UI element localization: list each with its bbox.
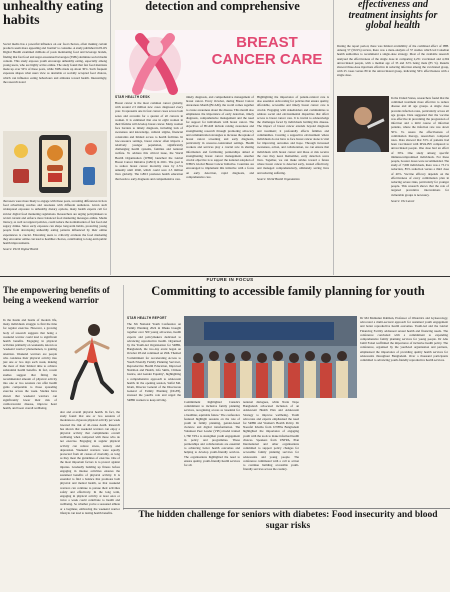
bottom-headline-col [127, 510, 449, 533]
weekend-warrior-runner-illustration [58, 318, 122, 408]
breast-cancer-col2 [186, 95, 254, 275]
eating-headline: unhealthy eating habits [3, 0, 103, 28]
empowering-text-col1: In the hustle and bustle of modern life, many individuals struggle to find the time for regular exercise. However, a growing body of research suggests that being a weekend warrior could lead to significant health benefits. Engaging in physical activities primarily on weekends, known as 'weekend warrior' phenomenon, is gaining attention. Weekend warriors are people who condense their physical activity into just one or two days each week, making the most of their limited time to achieve substantial health benefits. In fact, recent studies suggest that fitting the recommended amount of physical activity into one or two sessions can offer health gains comparable to those spreading exercise across the week. Studies have shown that weekend warriors can significantly lower their risk of cardiovascular disease, improve heart health, and boost overall wellbeing. [3, 318, 57, 411]
breast-cancer-graphic [115, 30, 330, 93]
social-media-food-illustration [3, 131, 107, 197]
ihh-text-col2: In the United States, researchers found that the combined treatment more effective to reduce disease and all age groups. A single dose prevents infection rates, particularly across all age groups. Data suggested that the vaccine was effective in preventing the progression of infection and a mild course of infection patients, where the infection rate was down 50%. To assess the effectiveness of combination therapy, researchers compared rates. Data showed that 33% of patients had been vaccinated with MVA-BN compared to unvaccinated people. One dose had an effect of 39%. One study among specific immunocompromised individuals. For these people, booster doses were recommended. The study of 7,000 individuals, there was a 73.1% reduction, 85% reduction versus a third dose of 40%. Vaccine efficacy depends on the effectiveness of every combination plan in reducing severe risks, particularly for younger people. This research shows that the role of targeted preventive interventions for vulnerable groups is necessary. [391, 96, 449, 197]
empowering-text-col2: ular and overall physical health. In fact, the study found that one or two sessions of moderate-to-vigorous physical activity per week lowered the risk of all-cause death. Research has shown that weekend warriors can enjoy a physical activity that compliments overall wellbeing when compared with those who do not exercise. Engaging in regular physical activity can reduce stress, anxiety and depression. Weekend warriors were equally protected from all causes of mortality, as long as they meet the guidelines of exercise. One of the most important factors is to protect against injuries. Gradually building up fitness before engaging in intense activities ensures the sustained benefits of physical activity. It is essential to find a balance that promotes both physical and mental health, so that weekend warriors can continue to pursue their activities safely and effectively. In the long term, engaging in physical activity at least once or twice a week could contribute to health and wellbeing. So whether you're a seasoned athlete or a beginner, embracing the weekend warrior lifestyle can lead to lasting health benefits. [60, 410, 120, 515]
eating-source: Source: PLOS Digital Health [3, 247, 39, 252]
eating-body-bottom [3, 199, 107, 274]
diabetes-seniors-headline: The hidden challenge for seniors with diabetes: Food insecurity and blood sugar risks [138, 510, 438, 531]
breast-cancer-headline: detection and comprehensive [145, 0, 300, 13]
future-in-focus-label: FUTURE IN FOCUS [206, 277, 254, 282]
breast-cancer-text-col2: timely diagnosis, and comprehensive management of breast cancer. Every October, during Breast Cancer Awareness Month (BCAM), the world comes together to create awareness about the disease. This month also emphasizes the importance of early detection, timely diagnosis, comprehensive management and the need for support for individuals with breast cancer. The objectives of BCAM include raising awareness and strengthening research through promoting advocacy and communication strategies to increase the uptake of breast cancer screening and early diagnosis, particularly in resource-constrained settings. Health workers and services play a crucial role in sharing information and facilitating partnerships aimed at strengthening breast cancer management. Another crucial objective is to support the national adoption of WHO's Global Breast Cancer Initiative. Countries are encouraged to implement this initiative with a focus on early detection, rapid diagnosis, and comprehensive care. [186, 95, 254, 179]
committing-col4 [360, 316, 448, 508]
committing-headline: Committing to accessible family planning for youth [151, 284, 425, 298]
committing-text-col3: national dialogues, while Naria Nepo Bangladesh advocated inclusion of an Adolescent Health Plan and Adolescent Strategy to improve wellbeing. Youth advocates and experts emphasised the need for SRHR and Women's Health Policy. Dr Naoufal Kbaiba from UNFPA Bangladesh highlighted the importance of engaging youth with the tools to make informed health choices. Speakers from UNFPA, Plan International and other organisations committed to support policy changes for accessible family planning services for adolescents and young people. The conference culminated with a call to action to continue building accessible youth-friendly services across the country. [243, 400, 299, 472]
committing-col1 [127, 316, 181, 508]
committing-text-col1: The 5th National Youth Conference on Family Planning 2024 in Dhaka brought together over 500 young advocates, health experts and policymakers dedicated to advancing reproductive health. Organised by the Youth-led Organisation for SRHR, Bangladesh, the two-day event began on October 28 and continued on 29th. Themed 'Commitment for Accelerating Access to Youth Friendly Family Planning Services', Reproductive Health Education, Improved Nutrition and Health, Life Skills, Climate Justice, and Gender Equality', highlighting a comprehensive approach to adolescent health. In the opening session, Saiful Md. Islam, Director General of the Directorate General of Family Planning (DGFP), stressed the youth's role and urged the SRHR workers to keep striving. [127, 322, 181, 402]
eating-text-bottom: that users were more likely to engage with these posts, revealing differences in how food advertising reaches and resonates with different audiences. Given such widespread exposure to unhealthy dietary options, many health experts call for stricter digital food marketing regulations. Researchers are urging policymakers to revisit current and enforce more balanced food marketing messages online. Media literacy, as well as targeted policies, could reduce the normalisation of fast food and sugary drinks. Since early exposure can shape long-term habits, protecting young people from developing unhealthy eating patterns influenced by their online experiences is crucial. Educating users to critically evaluate the food marketing they encounter online can lead to healthier choices, contributing to long-term public health improvements. [3, 199, 107, 246]
committing-col2 [184, 400, 240, 508]
breast-cancer-title-graphic: BREAST CANCER CARE [211, 34, 323, 68]
committing-byline: STAR HEALTH REPORT [127, 316, 167, 320]
empowering-headline: The empowering benefits of being a weekend warrior [3, 285, 110, 305]
breast-cancer-col3 [257, 95, 329, 275]
committing-headline-col [127, 285, 449, 313]
empowering-col1 [3, 318, 57, 508]
ihh-headline: effectiveness and treatment insights for global health [348, 0, 438, 31]
committing-col3 [243, 400, 299, 592]
breast-cancer-text-col1: Breast cancer is the most common cancer globally, with around 2.3 million new cases diagnosed every year. It represents one in four cancer cases across both sexes and accounts for a quarter of all cancers in women. It is estimated that one in eight women in their lifetime will develop breast cancer. Many women face barriers to timely diagnosis, including lack of awareness and knowledge, cultural stigma, financial constraints and limited access to health facilities. In low-resource settings, breast cancer often impacts a relatively younger population, significantly challenging health systems, families and national welfare. To address this critical issue, the World Health Organization (WHO) launched the Global Breast Cancer Initiative (GBCI) in 2021. The goal is to reduce breast cancer mortality rates by 2.5% annually until 2040, which could save 2.5 million lives globally. The GBCI promotes health education that leads to early diagnosis and comprehensive care. [115, 101, 183, 181]
committing-text-col2: Commitment highlighted Canada's commitment to inclusive family planning services, recognising access as 'essential for a healthier, equitable future.' The conference featured highlight sessions on the role of youth in family planning, gender-based violence and digital transformation. The Volunteer Peer Leader (VPL) model trained 1,760 VPLs to strengthen youth engagement in policy and programmes. These partnerships and collaborations are essential to achieving better health outcomes and helping to develop youth-friendly services. The organisations highlighted the need to ensure quality, youth-friendly health services for all. [184, 400, 240, 468]
conference-photo [184, 316, 357, 398]
empowering-col2 [60, 410, 120, 515]
ihh-headline-col [337, 0, 449, 42]
ihh-source: Source: The Lancet [391, 198, 415, 203]
ihh-col2 [391, 96, 449, 274]
ihh-col1 [337, 44, 449, 96]
ihh-text-col1: During the report period, there was limited availability of the combined effect of IHH. Among 57 (56.9%) review, there was a meta-analysis of 57 studies which led Canadian health authorities to recommend a single-dose strategy. Most of the available research analysed the effectiveness of the single dose in comparing 2,251 vaccinated and 4,304 unvaccinated people, with a median age of 33 and 32% being male (85 %). Results showed three-dose injections effective in reducing infection among the vaccinated group, with 25 cases versus 89 in the unvaccinated group, indicating 56% effectiveness with a single dose. [337, 44, 449, 78]
ihh-photo [337, 96, 389, 152]
breast-cancer-text-col3: Highlighting the importance of patient-centred care is also essential. Advocating for policies that ensure quality, affordable, accessible and timely breast cancer care is crucial. Engaging with stakeholders and communities to address social and environmental disparities that affect access to breast cancer care. It is crucial to acknowledge the challenges faced by individuals battling this disease. The impact of breast cancer extends beyond diagnosis and treatment; it profoundly affects families and communities. Creating a supportive environment where individuals do not have to face breast cancer alone is vital for improving outcomes and hope. Through increased awareness, action, and collaboration, we can ensure that individuals with breast cancer and those at risk receive the care they need. Remember, early detection saves lives. Together, we can make strides toward a future where breast cancer is detected early, treated effectively, and managed comprehensively, ultimately saving lives and reducing suffering. [257, 95, 329, 175]
breast-cancer-byline: STAR HEALTH DESK [115, 95, 150, 99]
breast-cancer-source: Source: World Health Organization [257, 176, 300, 181]
breast-cancer-col1 [115, 95, 183, 275]
committing-text-col4: Dr Md Mamunur Rahman, Professor of Obstetrics and Gynaecology, advocated a multi-sectoral approach for sustained youth engagement and better reproductive health outcomes. Youth-led and the Global Financing Facility addressed sexual health and financing needs. The conference concluded with a commitment to expanding comprehensive family planning services for young people. Dr Abu Jamil Faisel reaffirmed the importance of inclusive health policy. The conference, organised by the youth-led organisation and partners, emphasised the importance of providing quality health services for adolescents throughout Bangladesh. Over a thousand participants committed to advancing youth-friendly reproductive health services. [360, 316, 448, 363]
empowering-headline-col [3, 285, 115, 317]
eating-text-top: Social media has a powerful influence on our food choices, often making certain products seem more appealing and 'normal' to consume. A study published in PLOS Digital Health examined millions of posts mentioning food and beverage brands, finding that fast food and sugar-sweetened beverages (SSBs) dominate social media content. This study exposes youth encourage unhealthy eating, especially among young users, who are highly active online. The study found that fast food mentions made up over 50% of these posts, while SSBs made up about 30%. Such frequent exposure shapes what users view as desirable or socially accepted food choices, which can influence eating behaviours and attitudes toward health. Interestingly, the research noted [3, 42, 107, 84]
eating-headline-col [3, 0, 107, 44]
